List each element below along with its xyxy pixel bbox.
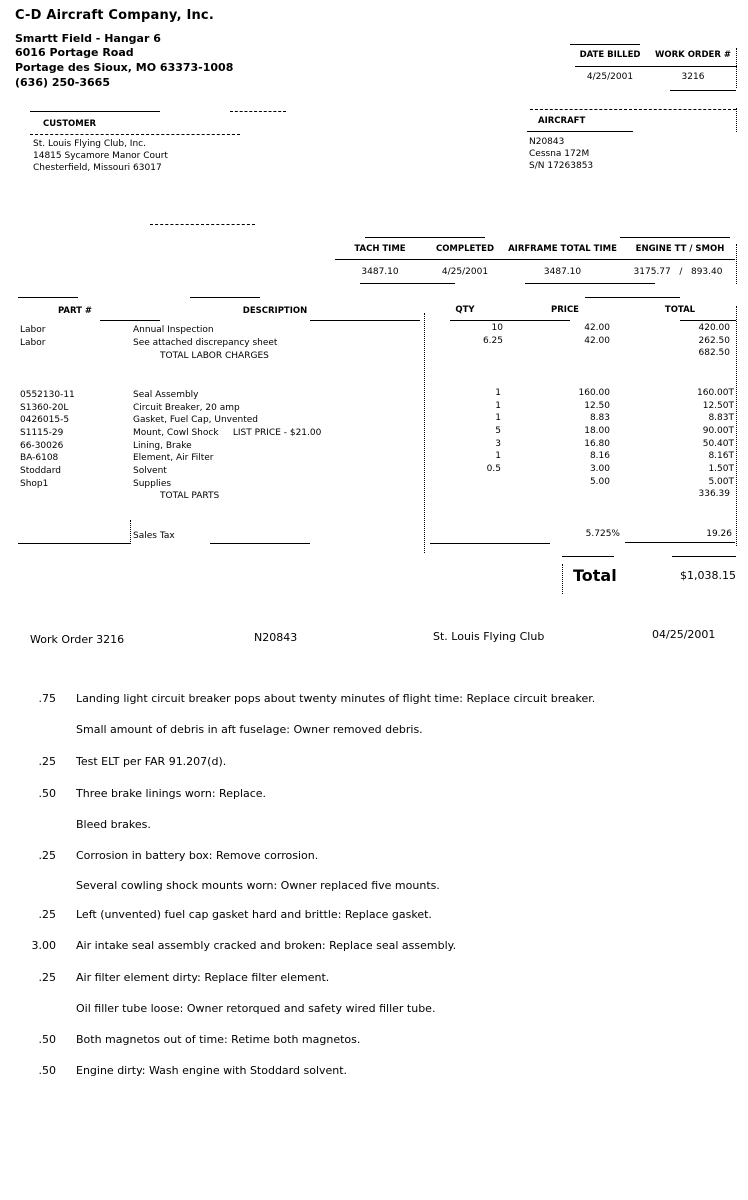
divider — [570, 44, 640, 45]
part-number-cell: Labor — [20, 325, 46, 335]
sales-tax-label: Sales Tax — [133, 531, 175, 541]
qty-cell: 1 — [495, 413, 501, 423]
column-divider — [424, 313, 425, 553]
total-cell: 12.50T — [702, 401, 734, 411]
divider — [562, 556, 614, 557]
description-cell: Circuit Breaker, 20 amp — [133, 403, 240, 413]
qty-cell: 1 — [495, 451, 501, 461]
airframe-total-time-label: AIRFRAME TOTAL TIME — [508, 244, 617, 254]
aircraft-model: Cessna 172M — [529, 149, 590, 159]
description-cell: Supplies — [133, 479, 172, 489]
description-cell: Solvent — [133, 466, 167, 476]
date-billed-label: DATE BILLED — [579, 50, 641, 60]
divider — [670, 90, 736, 91]
divider — [530, 109, 736, 110]
aircraft-registration: N20843 — [529, 137, 565, 147]
price-cell: 160.00 — [578, 388, 610, 398]
qty-cell: 1 — [495, 401, 501, 411]
tach-time-label: TACH TIME — [354, 244, 406, 254]
discrepancy-hours: .50 — [38, 1064, 56, 1077]
part-number-cell: BA-6108 — [20, 453, 59, 463]
discrepancy-text: Corrosion in battery box: Remove corrosion. — [76, 849, 319, 862]
discrepancy-hours: 3.00 — [31, 939, 56, 952]
completed-value: 4/25/2001 — [441, 267, 489, 277]
price-cell: 8.83 — [589, 413, 610, 423]
discrepancy-text: Small amount of debris in aft fuselage: Owner removed debris. — [76, 723, 423, 736]
discrepancy-hours: .25 — [38, 908, 56, 921]
price-cell: 12.50 — [584, 401, 610, 411]
customer-city: Chesterfield, Missouri 63017 — [33, 163, 162, 173]
total-cell: 420.00 — [698, 323, 730, 333]
price-header: PRICE — [551, 305, 579, 315]
description-cell: Mount, Cowl Shock LIST PRICE - $21.00 — [133, 428, 322, 438]
company-address-line: Smartt Field - Hangar 6 — [15, 32, 161, 45]
divider — [335, 259, 735, 260]
qty-cell: 1 — [495, 388, 501, 398]
parts-total-label: TOTAL PARTS — [160, 491, 220, 501]
price-cell: 42.00 — [584, 323, 610, 333]
discrepancy-hours: .25 — [38, 849, 56, 862]
divider — [736, 108, 737, 132]
company-address-line: 6016 Portage Road — [15, 46, 134, 59]
divider — [575, 66, 737, 67]
price-cell: 18.00 — [584, 426, 610, 436]
total-cell: 5.00T — [708, 477, 734, 487]
work-order-value: 3216 — [681, 72, 705, 82]
aircraft-label: AIRCRAFT — [538, 116, 586, 126]
grand-total-label: Total — [573, 566, 617, 585]
part-number-cell: 66-30026 — [20, 441, 64, 451]
discrepancy-text: Air filter element dirty: Replace filter element. — [76, 971, 330, 984]
qty-cell: 10 — [491, 323, 503, 333]
total-cell: 90.00T — [702, 426, 734, 436]
discrepancy-customer: St. Louis Flying Club — [433, 630, 545, 643]
part-number-cell: Labor — [20, 338, 46, 348]
engine-tt-smoh-label: ENGINE TT / SMOH — [635, 244, 725, 254]
company-phone: (636) 250-3665 — [15, 76, 110, 89]
discrepancy-text: Both magnetos out of time: Retime both magnetos. — [76, 1033, 361, 1046]
total-cell: 1.50T — [708, 464, 734, 474]
part-number-cell: S1115-29 — [20, 428, 64, 438]
divider — [680, 320, 736, 321]
discrepancy-text: Bleed brakes. — [76, 818, 151, 831]
price-cell: 3.00 — [589, 464, 610, 474]
part-number-cell: Stoddard — [20, 466, 61, 476]
total-header: TOTAL — [664, 305, 696, 315]
discrepancy-text: Left (unvented) fuel cap gasket hard and brittle: Replace gasket. — [76, 908, 432, 921]
divider — [365, 237, 485, 238]
discrepancy-text: Test ELT per FAR 91.207(d). — [76, 755, 227, 768]
part-number-cell: Shop1 — [20, 479, 49, 489]
part-number-cell: S1360-20L — [20, 403, 69, 413]
discrepancy-hours: .50 — [38, 787, 56, 800]
part-number-cell: 0426015-5 — [20, 415, 70, 425]
description-cell: Annual Inspection — [133, 325, 214, 335]
divider — [18, 543, 130, 544]
discrepancy-text: Oil filler tube loose: Owner retorqued and safety wired filler tube. — [76, 1002, 436, 1015]
discrepancy-text: Several cowling shock mounts worn: Owner replaced five mounts. — [76, 879, 440, 892]
divider — [130, 520, 131, 544]
work-order-label: WORK ORDER # — [655, 50, 731, 60]
price-cell: 16.80 — [584, 439, 610, 449]
part-number-header: PART # — [57, 306, 93, 316]
discrepancy-hours: .50 — [38, 1033, 56, 1046]
qty-cell: 5 — [495, 426, 501, 436]
discrepancy-text: Landing light circuit breaker pops about twenty minutes of flight time: Replace circuit breaker. — [76, 692, 596, 705]
divider — [230, 111, 286, 112]
total-cell: 8.83T — [708, 413, 734, 423]
discrepancy-work-order: Work Order 3216 — [30, 633, 125, 646]
part-number-cell: 0552130-11 — [20, 390, 75, 400]
description-cell: Lining, Brake — [133, 441, 192, 451]
price-cell: 42.00 — [584, 336, 610, 346]
price-cell: 8.16 — [589, 451, 610, 461]
airframe-total-time-value: 3487.10 — [543, 267, 582, 277]
date-billed-value: 4/25/2001 — [586, 72, 634, 82]
discrepancy-date: 04/25/2001 — [652, 628, 716, 641]
discrepancy-aircraft: N20843 — [254, 631, 298, 644]
description-cell: Gasket, Fuel Cap, Unvented — [133, 415, 259, 425]
divider — [190, 297, 260, 298]
sales-tax-amount: 19.26 — [706, 529, 732, 539]
total-cell: 50.40T — [702, 439, 734, 449]
total-cell: 262.50 — [698, 336, 730, 346]
divider — [210, 543, 310, 544]
company-address-line: Portage des Sioux, MO 63373-1008 — [15, 61, 234, 74]
qty-header: QTY — [455, 305, 475, 315]
divider — [360, 283, 455, 284]
price-cell: 5.00 — [589, 477, 610, 487]
company-name: C-D Aircraft Company, Inc. — [15, 8, 214, 23]
total-cell: 160.00T — [697, 388, 734, 398]
divider — [430, 543, 550, 544]
divider — [562, 564, 563, 594]
discrepancy-hours: .25 — [38, 755, 56, 768]
total-cell: 8.16T — [708, 451, 734, 461]
tach-time-value: 3487.10 — [361, 267, 399, 277]
column-divider — [736, 306, 737, 546]
customer-label: CUSTOMER — [43, 119, 97, 129]
discrepancy-text: Three brake linings worn: Replace. — [76, 787, 267, 800]
divider — [672, 556, 736, 557]
divider — [736, 244, 737, 284]
divider — [30, 134, 240, 135]
description-header: DESCRIPTION — [242, 306, 308, 316]
completed-label: COMPLETED — [435, 244, 495, 254]
qty-cell: 6.25 — [482, 336, 503, 346]
description-cell: Element, Air Filter — [133, 453, 214, 463]
customer-name: St. Louis Flying Club, Inc. — [33, 139, 146, 149]
divider — [150, 224, 255, 225]
customer-address: 14815 Sycamore Manor Court — [33, 151, 168, 161]
discrepancy-hours: .25 — [38, 971, 56, 984]
labor-total-label: TOTAL LABOR CHARGES — [160, 351, 269, 361]
sales-tax-rate: 5.725% — [585, 529, 620, 539]
grand-total-value: $1,038.15 — [680, 569, 736, 582]
discrepancy-text: Engine dirty: Wash engine with Stoddard solvent. — [76, 1064, 348, 1077]
divider — [527, 131, 633, 132]
qty-cell: 0.5 — [486, 464, 501, 474]
aircraft-serial: S/N 17263853 — [529, 161, 594, 171]
divider — [525, 283, 655, 284]
divider — [736, 48, 737, 88]
divider — [625, 542, 735, 543]
divider — [30, 111, 160, 112]
divider — [585, 297, 680, 298]
divider — [18, 297, 78, 298]
engine-tt-smoh-value: 3175.77 / 893.40 — [633, 267, 723, 277]
divider — [450, 320, 570, 321]
parts-total-value: 336.39 — [698, 489, 730, 499]
description-cell: Seal Assembly — [133, 390, 199, 400]
divider — [620, 237, 730, 238]
divider — [310, 320, 420, 321]
discrepancy-hours: .75 — [38, 692, 56, 705]
qty-cell: 3 — [495, 439, 501, 449]
description-cell: See attached discrepancy sheet — [133, 338, 278, 348]
discrepancy-text: Air intake seal assembly cracked and broken: Replace seal assembly. — [76, 939, 457, 952]
divider — [100, 320, 160, 321]
labor-total-value: 682.50 — [698, 348, 730, 358]
